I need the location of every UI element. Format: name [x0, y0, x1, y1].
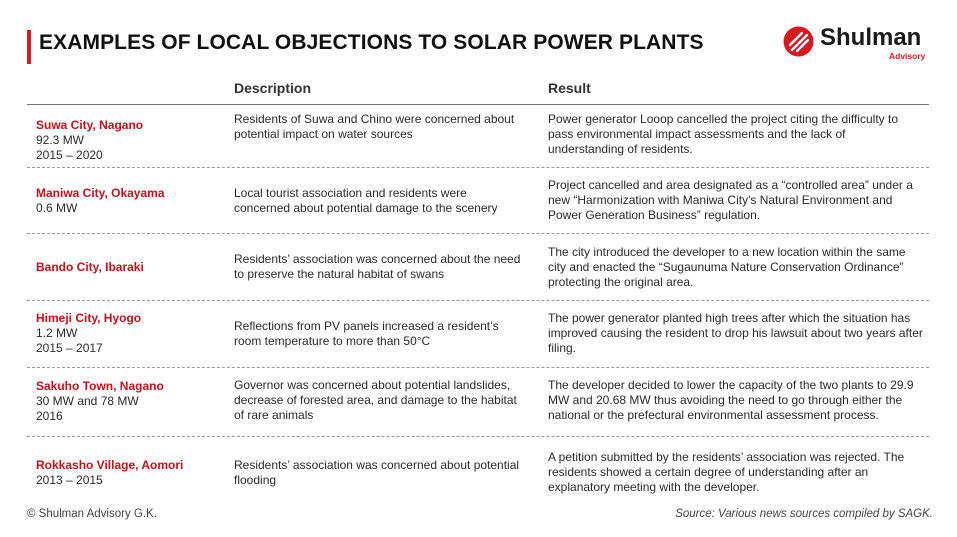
column-header-description: Description [234, 80, 312, 96]
result-cell: The city introduced the developer to a new location within the same city and enacted the “Sugaunuma Nature Conservation Ordinance” protecting the original area. [548, 245, 906, 289]
description-cell: Residents of Suwa and Chino were concerned about potential impact on water sources [234, 112, 515, 141]
location-period: 2013 – 2015 [36, 473, 103, 487]
company-logo [783, 26, 933, 62]
location-period: 2016 [36, 409, 63, 423]
table-row [27, 112, 929, 166]
description-cell: Residents’ association was concerned about the need to preserve the natural habitat of swans [234, 252, 521, 281]
location-name: Himeji City, Hyogo [36, 311, 142, 325]
description-cell: Reflections from PV panels increased a resident’s room temperature to more than 50°C [234, 319, 499, 348]
result-cell: The power generator planted high trees after which the situation has improved causing the resident to drop his lawsuit about two years after filing. [548, 311, 923, 355]
logo-name: Shulman [820, 24, 922, 51]
result-cell: Project cancelled and area designated as a “controlled area” under a new “Harmonization with Maniwa City's Natural Environment and Power Generation Business” regulation. [548, 178, 913, 222]
location-cell [36, 186, 226, 216]
location-name: Suwa City, Nagano [36, 118, 144, 132]
table-row [27, 378, 929, 432]
source-note: Source: Various news sources compiled by SAGK. [675, 508, 933, 520]
row-divider [27, 233, 929, 234]
location-capacity: 1.2 MW [36, 326, 78, 340]
location-cell [36, 118, 226, 163]
header-rule [27, 104, 929, 105]
row-divider [27, 367, 929, 368]
column-header-result: Result [548, 80, 591, 96]
location-capacity: 0.6 MW [36, 201, 78, 215]
result-cell: The developer decided to lower the capacity of the two plants to 29.9 MW and 20.68 MW thus avoiding the need to go through either the national or the prefectural environmental assessment process. [548, 378, 914, 422]
location-cell [36, 260, 226, 275]
row-divider [27, 300, 929, 301]
row-divider [27, 436, 929, 437]
logo-subtitle: Advisory [889, 51, 926, 61]
location-cell [36, 458, 226, 488]
table-row [27, 178, 929, 232]
shulman-logo-icon [783, 26, 814, 57]
result-cell: Power generator Looop cancelled the project citing the difficulty to pass environmental impact assessments and the lack of understanding of residents. [548, 112, 898, 156]
location-name: Rokkasho Village, Aomori [36, 458, 184, 472]
description-cell: Local tourist association and residents were concerned about potential damage to the scenery [234, 186, 498, 215]
location-name: Bando City, Ibaraki [36, 260, 144, 274]
table-row [27, 311, 929, 365]
location-name: Sakuho Town, Nagano [36, 379, 164, 393]
location-period: 2015 – 2020 [36, 148, 103, 162]
location-period: 2015 – 2017 [36, 341, 103, 355]
result-cell: A petition submitted by the residents’ association was rejected. The residents showed a certain degree of understanding after an explanatory meeting with the developer. [548, 450, 905, 494]
table-row [27, 450, 929, 496]
copyright: © Shulman Advisory G.K. [27, 508, 157, 520]
location-cell [36, 379, 226, 424]
description-cell: Governor was concerned about potential landslides, decrease of forested area, and damage to the habitat of rare animals [234, 378, 517, 422]
location-capacity: 30 MW and 78 MW [36, 394, 139, 408]
page-title: EXAMPLES OF LOCAL OBJECTIONS TO SOLAR POWER PLANTS [39, 31, 704, 54]
location-capacity: 92.3 MW [36, 133, 85, 147]
description-cell: Residents’ association was concerned about potential flooding [234, 458, 520, 487]
location-name: Maniwa City, Okayama [36, 186, 165, 200]
row-divider [27, 167, 929, 168]
title-accent-bar [27, 30, 31, 64]
location-cell [36, 311, 226, 356]
table-row [27, 245, 929, 299]
